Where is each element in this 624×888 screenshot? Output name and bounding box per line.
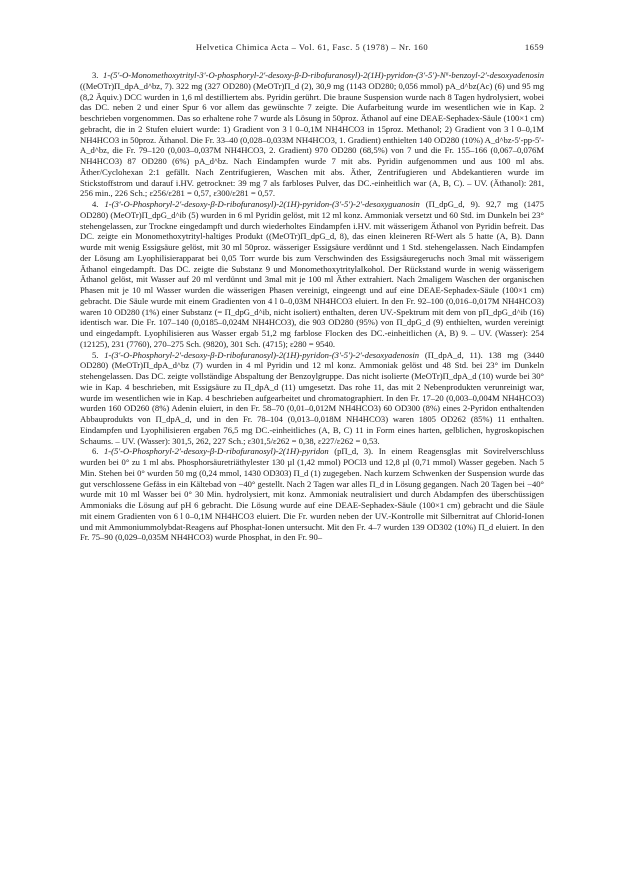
paragraph-text: (Π_dpG_d, 9). 92,7 mg (1475 OD280) (MeOTr)Π_dpG_d^ib (5) wurden in 6 ml Pyridin gelöst, mit 12 ml konz. Ammoniak versetzt und 60 Std. im Dunkeln bei 23° stehengelassen, zur Trockne eingedampft und durch wiederholtes Eindampfen i.HV. mit wässerigem Äthanol von Pyridin befreit. Das DC. zeigte ein Monomethoxytrityl-haltiges Produkt ((MeOTr)Π_dpG_d, 8), das einen kleineren Rf-Wert als 5 hatte (A, B). Dann wurde mit wenig Essigsäure gelöst, mit 30 ml 50proz. wässeriger Essigsäure verdünnt und 1 Std. stehengelassen. Nach Eindampfen der Lösung am Lyophilisierapparat bei 0,05 Torr wurde bis zum Verschwinden des Essigsäuregeruchs noch 3mal mit wässerigem Äthanol eingedampft. Das DC. zeigte die Substanz 9 und Monomethoxytritylalkohol. Der Rückstand wurde in wenig wässerigem Äthanol gelöst, mit Wasser auf 20 ml verdünnt und 3mal mit je 100 ml Äther extrahiert. Nach 2maligem Waschen der organischen Phasen mit je 10 ml Wasser wurden die wässerigen Phasen vereinigt, eingeengt und auf eine DEAE-Sephadex-Säule (100×1 cm) gebracht. Die Säule wurde mit einem Gradienten von 4 l 0–0,03M NH4HCO3 eluiert. In den Fr. 92–100 (0,016–0,017M NH4HCO3) waren 10 OD280 (1%) einer Substanz (= Π_dpG_d^ib, nicht isoliert) enthalten, deren UV.-Spektrum mit dem von pΠ_dpG_d^ib (16) identisch war. Die Fr. 107–140 (0,0185–0,024M NH4HCO3), die 903 OD280 (95%) von Π_dpG_d (9) enthielten, wurden vereinigt und eingedampft. Lyophilisieren aus Wasser ergab 51,2 mg farblose Flocken des DC.-einheitlichen (A, B) 9. – UV. (Wasser): 254 (12125), 231 (7760), 270–275 Sch. (9820), 301 Sch. (4715); ε280 = 9540. xyxy=(80,199,544,349)
journal-title: Helvetica Chimica Acta – Vol. 61, Fasc. 5 (1978) – Nr. 160 xyxy=(195,42,429,52)
section-number: 6. xyxy=(92,446,104,457)
page-number: 1659 xyxy=(524,42,544,52)
section-number: 3. xyxy=(92,70,104,80)
paragraph-text: ((MeOTr)Π_dpA_d^bz, 7). 322 mg (327 OD280) (MeOTr)Π_d (2), 30,9 mg (1143 OD280; 0,056 mmol) pA_d^bz(Ac) (6) und 95 mg (8,2 Äquiv.) DCC wurden in 1,6 ml destilliertem abs. Pyridin gerührt. Die braune Suspension wurde nach 8 Tagen hydrolysiert, wobei das DC. neben 2 und einer Spur 6 vor allem das gewünschte 7 zeigte. Die Aufarbeitung wurde im wesentlichen wie in Kap. 2 beschrieben vorgenommen. Das so erhaltene rohe 7 wurde als Lösung in 50proz. Äthanol auf eine DEAE-Sephadex-Säule (100×1 cm) gebracht, die in 2 Stufen eluiert wurde: 1) Gradient von 3 l 0–0,1M NH4HCO3 in 15proz. Methanol; 2) Gradient von 3 l 0–0,1M NH4HCO3 in 50proz. Äthanol. Die Fr. 33–40 (0,028–0,033M NH4HCO3, 1. Gradient) enthielten 140 OD280 (10%) A_d^bz-5′-pp-5′-A_d^bz, die Fr. 79–120 (0,003–0,037M NH4HCO3, 2. Gradient) 970 OD280 (68,5%) von 7 und die Fr. 155–166 (0,067–0,076M NH4HCO3) 87 OD280 (6%) pA_d^bz. Nach Eindampfen wurde 7 mit abs. Pyridin aufgenommen und aus 100 ml abs. Äther/Cyclohexan 2:1 gefällt. Nach Zentrifugieren, Waschen mit abs. Äther, Zentrifugieren und Abdekantieren wurde im Stickstoffstrom und darauf i.HV. getrocknet: 39 mg 7 als farbloses Pulver, das DC.-einheitlich war (A, B, C). – UV. (Äthanol): 281, 256 min., 226 Sch.; ε256/ε281 = 0,57, ε300/ε281 = 0,57. xyxy=(80,80,544,199)
paragraph-text: (pΠ_d, 3). In einem Reagensglas mit Sovirelverschluss wurden bei 0° zu 1 ml abs. Phosphorsäuretriäthylester 130 µl (1,42 mmol) POCl3 und 12,8 µl (0,71 mmol) Wasser gegeben. Nach 5 Min. Stehen bei 0° wurden 50 mg (0,24 mmol, 1430 OD303) Π_d (1) zugegeben. Nach kurzem Schwenken der Suspension wurde das gut verschlossene Gefäss in ein Kältebad von −40° gestellt. Nach 2 Tagen war alles Π_d in Lösung gegangen. Nach 20 Tagen bei −40° wurde mit 10 ml Wasser bei 0° 30 Min. hydrolysiert, mit konz. Ammoniak neutralisiert und durch Abdampfen des überschüssigen Ammoniaks die Lösung auf pH 6 gebracht. Die Lösung wurde auf eine DEAE-Sephadex-Säule (100×1 cm) gebracht und die Säule mit einem Gradienten von 6 l 0–0,1M NH4HCO3 eluiert. Die Fr. wurden neben der UV.-Kontrolle mit Silbernitrat auf Chlorid-Ionen und mit Ammoniummolybdat-Reagens auf Phosphat-Ionen untersucht. Mit den Fr. 4–7 wurden 139 OD302 (10%) Π_d eluiert. In den Fr. 75–90 (0,029–0,035M NH4HCO3) wurde Phosphat, in den Fr. 90– xyxy=(80,446,544,543)
compound-title: 1-(5′-O-Monomethoxytrityl-3′-O-phosphoryl-2′-desoxy-β-D-ribofuranosyl)-2(1H)-pyridon-(3′-5′)-N⁶-benzoyl-2′-desoxyadenosin xyxy=(103,70,544,80)
section-5-paragraph xyxy=(80,350,544,447)
compound-title: 1-(3′-O-Phosphoryl-2′-desoxy-β-D-ribofuranosyl)-2(1H)-pyridon-(3′-5′)-2′-desoxyguanosin xyxy=(104,199,426,209)
section-4-paragraph xyxy=(80,199,544,350)
section-number: 5. xyxy=(92,349,105,360)
compound-title: 1-(5′-O-Phosphoryl-2′-desoxy-β-D-ribofuranosyl)-2(1H)-pyridon xyxy=(103,446,335,457)
section-6-paragraph xyxy=(80,446,544,543)
section-3-paragraph xyxy=(80,70,544,199)
compound-title: 1-(3′-O-Phosphoryl-2′-desoxy-β-D-ribofuranosyl)-2(1H)-pyridon-(3′-5′)-2′-desoxyadenosin xyxy=(104,349,425,360)
section-number: 4. xyxy=(92,199,105,209)
article-body xyxy=(80,70,544,543)
paragraph-text: (Π_dpA_d, 11). 138 mg (3440 OD280) (MeOTr)Π_dpA_d^bz (7) wurden in 4 ml Pyridin und 12 ml konz. Ammoniak gelöst und 48 Std. bei 23° im Dunkeln stehengelassen. Das DC. zeigte vollständige Abspaltung der Benzoylgruppe. Das nicht isolierte (MeOTr)Π_dpA_d (10) wurde bei 30° wie in Kap. 4 beschrieben, mit Essigsäure zu Π_dpA_d (11) umgesetzt. Das rohe 11, das mit 2 Nebenprodukten verunreinigt war, wurde im wesentlichen wie in Kap. 4 beschrieben aufgearbeitet und chromatographiert. In den Fr. 17–20 (0,003–0,004M NH4HCO3) wurden 160 OD260 (8%) Adenin eluiert, in den Fr. 58–70 (0,01–0,012M NH4HCO3) 60 OD300 (8%) eines 2-Pyridon enthaltenden Abbauprodukts von Π_dpA_d, und in den Fr. 78–104 (0,013–0,018M NH4HCO3) waren 1805 OD262 (85%) 11 enthalten. Eindampfen und Lyophilisieren ergaben 76,5 mg DC.-einheitliches (A, B, C) 11 in Form eines harten, gelblichen, hygroskopischen Schaums. – UV. (Wasser): 301,5, 262, 227 Sch.; ε301,5/ε262 = 0,38, ε227/ε262 = 0,53. xyxy=(80,349,545,446)
running-header xyxy=(80,42,544,56)
